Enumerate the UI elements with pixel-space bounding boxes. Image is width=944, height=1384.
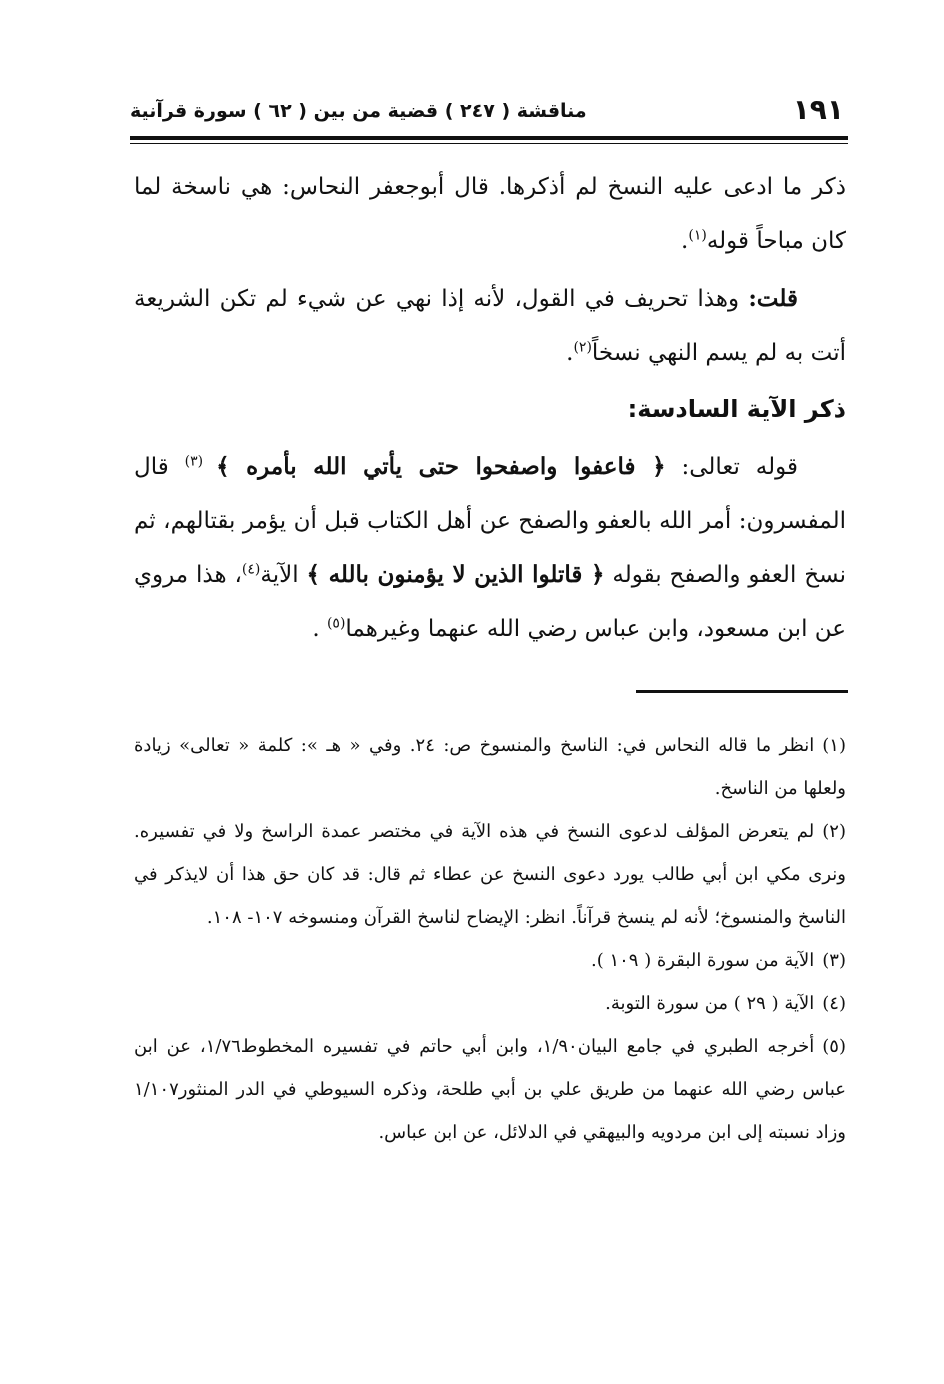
- page-header: [130, 92, 848, 132]
- footnote-ref-3: (٣): [184, 453, 217, 470]
- footnote-1: [134, 724, 846, 810]
- footnote-number: (١): [822, 735, 846, 756]
- paragraph-3-part-a: قوله تعالى:: [665, 454, 798, 480]
- section-heading: ذكر الآية السادسة:: [627, 395, 846, 423]
- footnotes: [134, 724, 846, 1154]
- footnote-ref-2: (٢): [573, 339, 592, 356]
- footnote-ref-4: (٤): [241, 561, 261, 578]
- paragraph-3-end: .: [312, 616, 327, 642]
- main-text: [134, 160, 846, 656]
- paragraph-3-part-d: ، هذا مروي عن ابن مسعود، وابن عباس رضي الله عنهما وغيرهما: [134, 562, 846, 642]
- footnote-number: (٥): [822, 1036, 846, 1057]
- header-rule-thick: [130, 136, 848, 140]
- footnote-number: (٢): [822, 821, 846, 842]
- footnote-2: [134, 810, 846, 939]
- paragraph-2: [134, 272, 846, 380]
- quran-verse-2: ﴿ قاتلوا الذين لا يؤمنون بالله ﴾: [306, 561, 605, 588]
- header-rule-thin: [130, 143, 848, 144]
- paragraph-2-text: وهذا تحريف في القول، لأنه إذا نهي عن شيء لم تكن الشريعة أتت به لم يسم النهي نسخاً: [134, 286, 846, 366]
- quran-verse-1: ﴿ فاعفوا واصفحوا حتى يأتي الله بأمره ﴾: [216, 453, 666, 480]
- footnote-text: أخرجه الطبري في جامع البيان١/٩٠، وابن أبي حاتم في تفسيره المخطوط١/٧٦، عن ابن عباس رضي الله عنهما من طريق علي بن أبي طلحة، وذكره السيوطي في الدر المنثور١/١٠٧ وزاد نسبته إلى ابن مردويه والبيهقي في الدلائل، عن ابن عباس.: [134, 1036, 846, 1143]
- footnote-ref-5: (٥): [326, 615, 346, 632]
- footnote-number: (٣): [822, 950, 846, 971]
- paragraph-2-end: .: [566, 340, 574, 366]
- paragraph-3: [134, 440, 846, 656]
- footnote-4: [134, 982, 846, 1025]
- footnote-separator: [636, 690, 848, 693]
- footnote-text: انظر ما قاله النحاس في: الناسخ والمنسوخ ص: ٢٤. وفي « هـ »: كلمة « تعالى» زيادة ولعلها من الناسخ.: [134, 735, 846, 799]
- paragraph-1-text: ذكر ما ادعى عليه النسخ لم أذكرها. قال أبوجعفر النحاس: هي ناسخة لما كان مباحاً قوله: [134, 174, 846, 254]
- paragraph-3-part-c: الآية: [260, 562, 307, 588]
- paragraph-2-lead: قلت:: [748, 285, 798, 312]
- paragraph-3-part-b: قال المفسرون: أمر الله بالعفو والصفح عن أهل الكتاب قبل أن يؤمر بقتالهم، ثم نسخ العفو والصفح بقوله: [134, 454, 846, 588]
- footnote-ref-1: (١): [688, 227, 707, 244]
- footnote-text: لم يتعرض المؤلف لدعوى النسخ في هذه الآية في مختصر عمدة الراسخ ولا في تفسيره. ونرى مكي ابن أبي طالب يورد دعوى النسخ عن عطاء ثم قال: قد كان حق هذا أن لايذكر في الناسخ والمنسوخ؛ لأنه لم ينسخ قرآناً. انظر: الإيضاح لناسخ القرآن ومنسوخه ١٠٧- ١٠٨.: [134, 821, 846, 928]
- footnote-text: الآية من سورة البقرة ( ١٠٩ ).: [590, 950, 815, 971]
- running-title: مناقشة ( ٢٤٧ ) قضية من بين ( ٦٢ ) سورة قرآنية: [130, 100, 587, 122]
- footnote-text: الآية ( ٢٩ ) من سورة التوبة.: [605, 993, 815, 1014]
- footnote-3: [134, 939, 846, 982]
- paragraph-1-end: .: [681, 228, 689, 254]
- footnote-number: (٤): [822, 993, 846, 1014]
- footnote-5: [134, 1025, 846, 1154]
- page-number: ١٩١: [792, 93, 844, 126]
- paragraph-1: [134, 160, 846, 268]
